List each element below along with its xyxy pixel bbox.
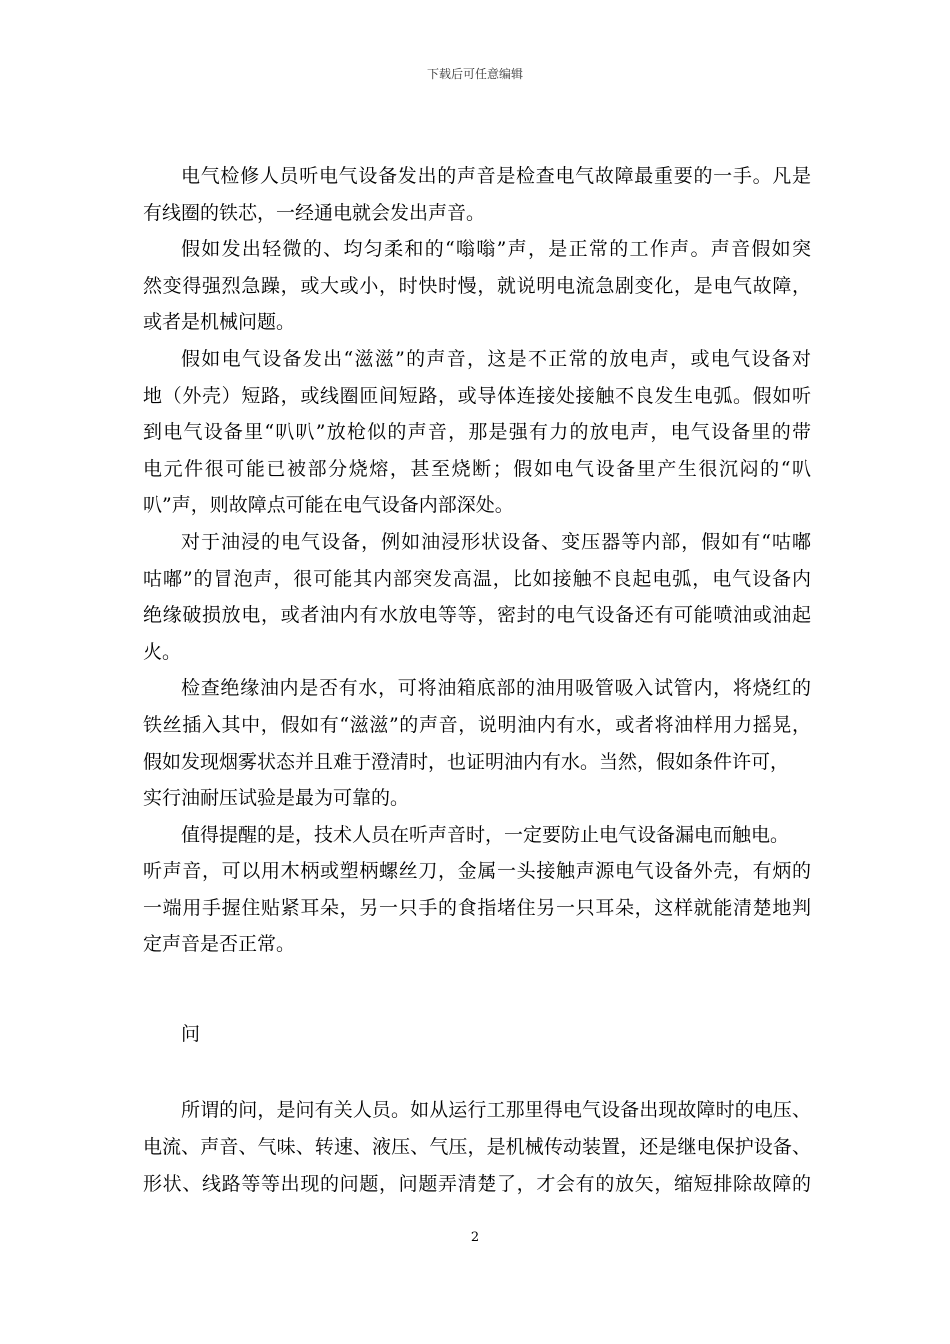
paragraph-line: 假如发出轻微的、均匀柔和的“嗡嗡”声，是正常的工作声。声音假如突 — [181, 238, 811, 261]
paragraph-line: 对于油浸的电气设备，例如油浸形状设备、变压器等内部，假如有“咕嘟 — [181, 530, 811, 553]
paragraph-line: 咕嘟”的冒泡声，很可能其内部突发高温，比如接触不良起电弧，电气设备内 — [143, 567, 811, 590]
paragraph-line: 地（外壳）短路，或线圈匝间短路，或导体连接处接触不良发生电弧。假如听 — [143, 384, 811, 407]
paragraph-line: 一端用手握住贴紧耳朵，另一只手的食指堵住另一只耳朵，这样就能清楚地判 — [143, 896, 811, 919]
paragraph-line: 检查绝缘油内是否有水，可将油箱底部的油用吸管吸入试管内，将烧红的 — [181, 677, 811, 700]
paragraph-line: 铁丝插入其中，假如有“滋滋”的声音，说明油内有水，或者将油样用力摇晃， — [143, 713, 811, 736]
paragraph-line: 有线圈的铁芯，一经通电就会发出声音。 — [143, 201, 486, 224]
paragraph-line: 或者是机械问题。 — [143, 311, 296, 334]
paragraph-line: 假如发现烟雾状态并且难于澄清时，也证明油内有水。当然，假如条件许可， — [143, 750, 790, 773]
page-number: 2 — [470, 1230, 480, 1245]
paragraph-line: 所谓的问，是问有关人员。如从运行工那里得电气设备出现故障时的电压、 — [181, 1099, 811, 1121]
paragraph-line: 叭”声，则故障点可能在电气设备内部深处。 — [143, 494, 514, 517]
paragraph-line: 值得提醒的是，技术人员在听声音时，一定要防止电气设备漏电而触电。 — [181, 823, 790, 846]
paragraph-line: 电元件很可能已被部分烧熔，甚至烧断；假如电气设备里产生很沉闷的“叭 — [143, 457, 811, 480]
paragraph-line: 定声音是否正常。 — [143, 933, 296, 956]
body-text — [143, 158, 811, 963]
paragraph-line: 形状、线路等等出现的问题，问题弄清楚了，才会有的放矢，缩短排除故障的 — [143, 1173, 811, 1195]
paragraph-line: 电气检修人员听电气设备发出的声音是检查电气故障最重要的一手。凡是 — [181, 165, 811, 187]
paragraph-line: 听声音，可以用木柄或塑柄螺丝刀，金属一头接触声源电气设备外壳，有炳的 — [143, 860, 811, 883]
section-body-text — [143, 1092, 811, 1203]
paragraph-line: 电流、声音、气味、转速、液压、气压，是机械传动装置，还是继电保护设备、 — [143, 1136, 811, 1158]
paragraph-line: 假如电气设备发出“滋滋”的声音，这是不正常的放电声，或电气设备对 — [181, 347, 811, 370]
page-header: 下载后可任意编辑 — [426, 67, 523, 81]
paragraph-line: 实行油耐压试验是最为可靠的。 — [143, 787, 410, 810]
paragraph-line: 绝缘破损放电，或者油内有水放电等等，密封的电气设备还有可能喷油或油起 — [143, 604, 811, 627]
paragraph-line: 火。 — [143, 640, 182, 663]
paragraph-line: 然变得强烈急躁，或大或小，时快时慢，就说明电流急剧变化，是电气故障， — [143, 274, 811, 297]
section-heading: 问 — [181, 1023, 201, 1045]
paragraph-line: 到电气设备里“叭叭”放枪似的声音，那是强有力的放电声，电气设备里的带 — [143, 421, 811, 444]
